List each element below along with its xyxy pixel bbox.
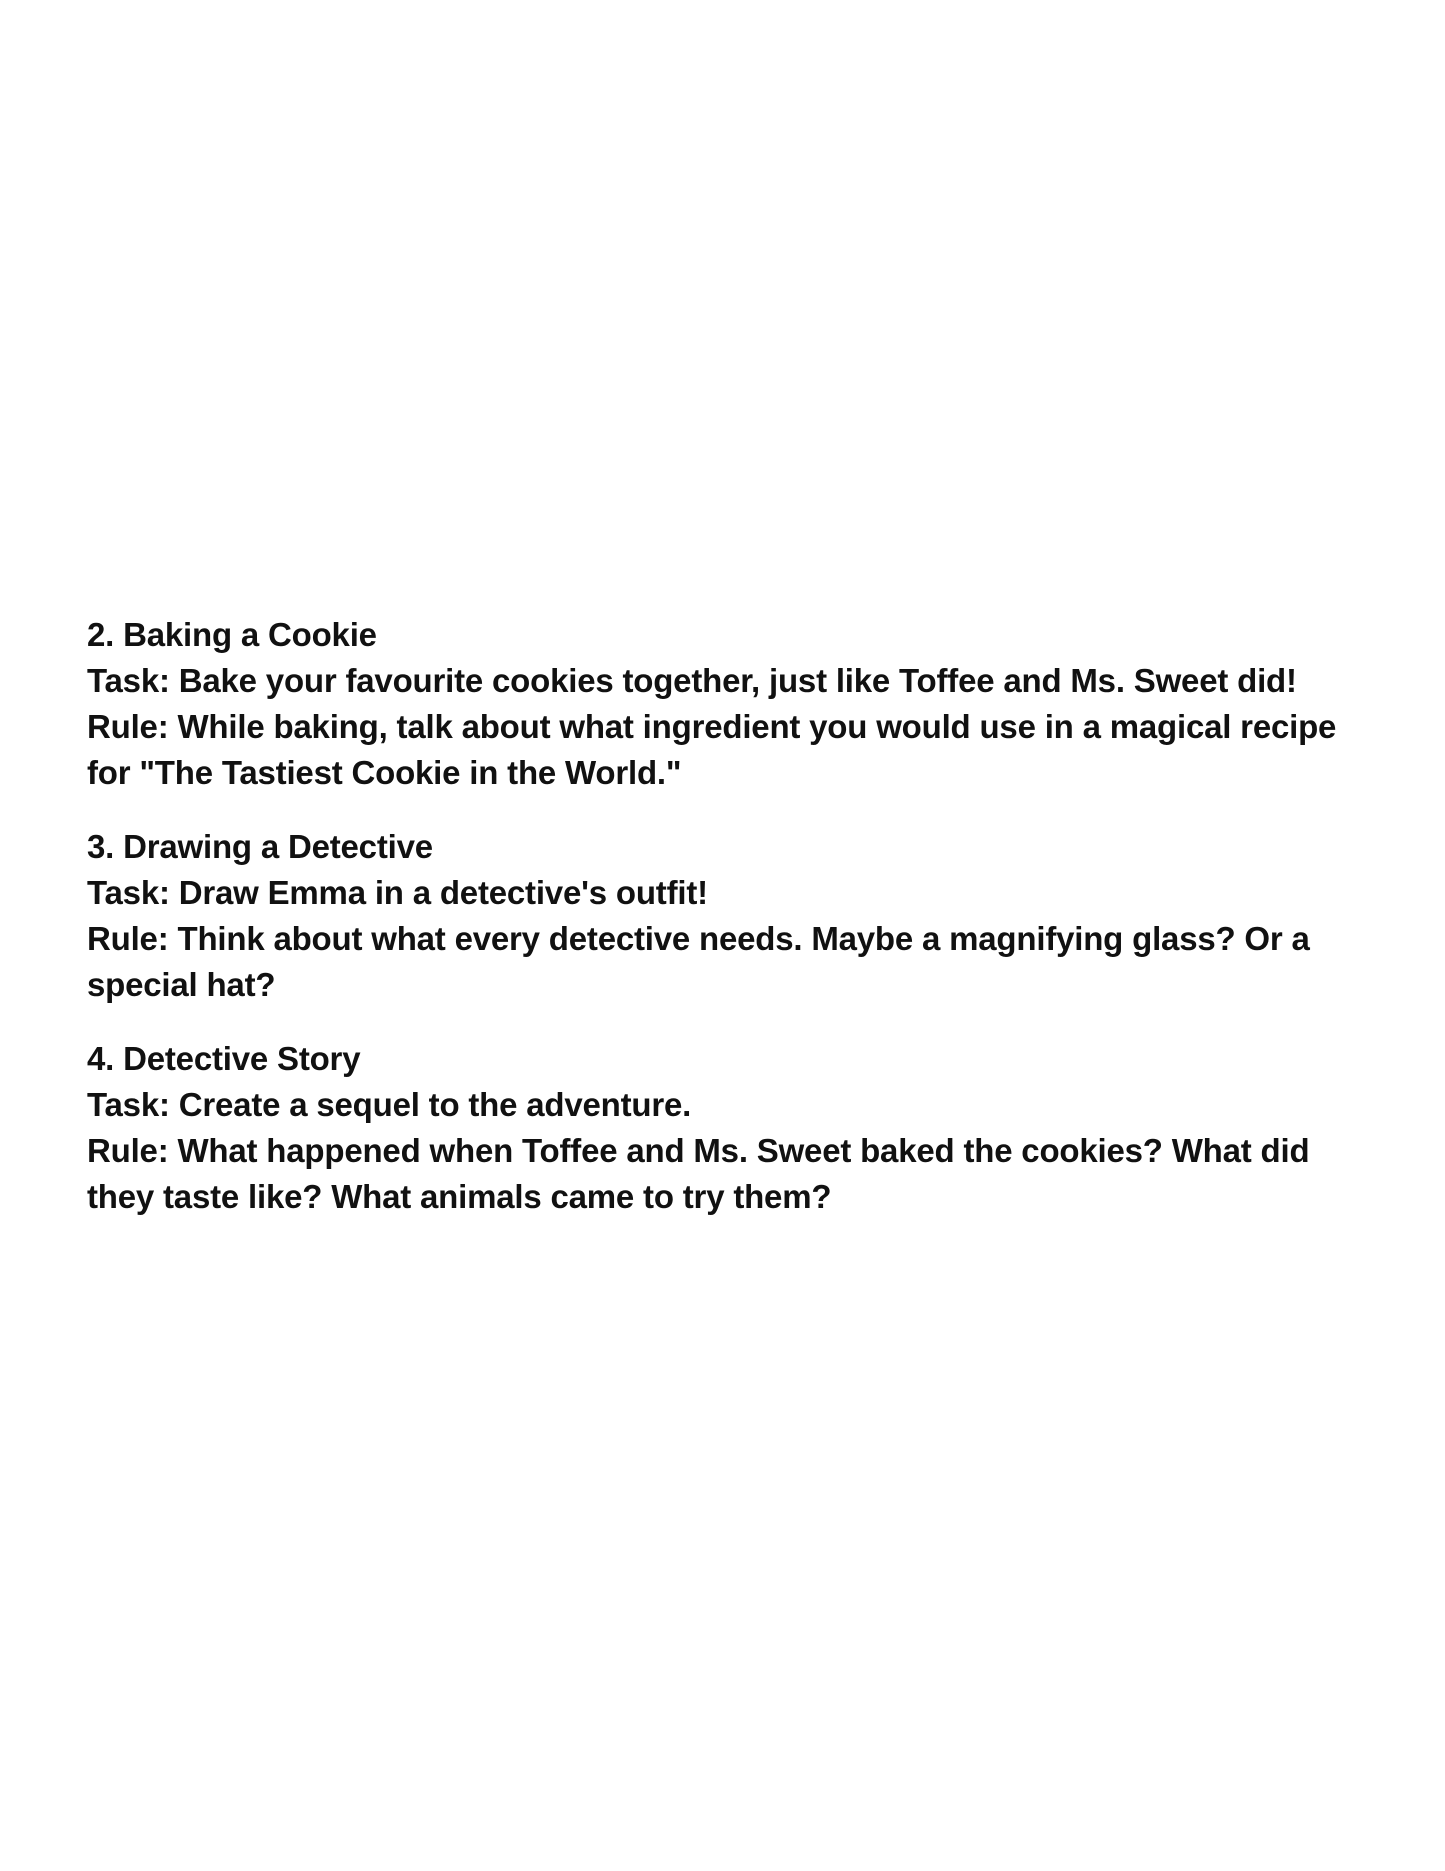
task-line bbox=[87, 658, 1377, 704]
rule-line bbox=[87, 704, 1377, 796]
section-title: 3. Drawing a Detective bbox=[87, 828, 433, 865]
task-text: Create a sequel to the adventure. bbox=[178, 1086, 692, 1123]
activity-section-detective-story bbox=[87, 1036, 1377, 1220]
task-label: Task: bbox=[87, 1086, 170, 1123]
activity-list bbox=[87, 612, 1377, 1248]
rule-line bbox=[87, 1128, 1377, 1220]
task-label: Task: bbox=[87, 874, 170, 911]
section-title: 2. Baking a Cookie bbox=[87, 616, 377, 653]
task-line bbox=[87, 1082, 1377, 1128]
rule-text: What happened when Toffee and Ms. Sweet baked the cookies? What did they taste like? What animals came to try them? bbox=[87, 1132, 1310, 1215]
task-text: Draw Emma in a detective's outfit! bbox=[178, 874, 708, 911]
task-text: Bake your favourite cookies together, just like Toffee and Ms. Sweet did! bbox=[178, 662, 1297, 699]
rule-label: Rule: bbox=[87, 1132, 169, 1169]
task-label: Task: bbox=[87, 662, 170, 699]
rule-text: While baking, talk about what ingredient you would use in a magical recipe for "The Tastiest Cookie in the World." bbox=[87, 708, 1337, 791]
rule-line bbox=[87, 916, 1377, 1008]
activity-section-baking-cookie bbox=[87, 612, 1377, 796]
activity-section-drawing-detective bbox=[87, 824, 1377, 1008]
section-title: 4. Detective Story bbox=[87, 1040, 361, 1077]
task-line bbox=[87, 870, 1377, 916]
rule-text: Think about what every detective needs. Maybe a magnifying glass? Or a special hat? bbox=[87, 920, 1310, 1003]
rule-label: Rule: bbox=[87, 708, 169, 745]
rule-label: Rule: bbox=[87, 920, 169, 957]
